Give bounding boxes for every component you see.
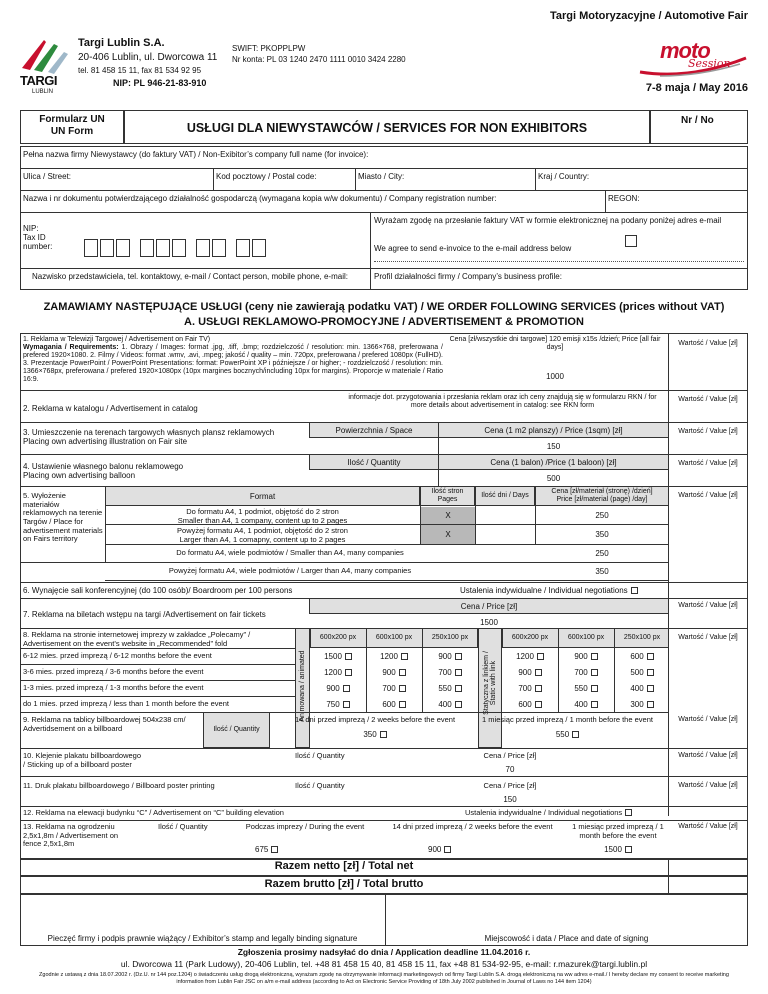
- item-8-size-600x100: 600x100 px: [375, 634, 413, 641]
- nip-label: NIP: Tax ID number:: [23, 224, 53, 252]
- item-8-size-250x100: 250x100 px: [623, 634, 661, 641]
- item-10-value[interactable]: Wartość / Value [zł]: [678, 752, 738, 759]
- item-6-description: 6. Wynajęcie sali konferencyjnej (do 100 osób)/ Boardroom per 100 persons: [23, 586, 293, 595]
- item-10-qty-label: Ilość / Quantity: [295, 751, 345, 760]
- application-deadline: Zgłoszenia prosimy nadsyłać do dnia / Application deadline 11.04.2016 r.: [237, 947, 531, 957]
- nip-digit-box[interactable]: [84, 239, 98, 257]
- item-3-area-label: Powierzchnia / Space: [335, 426, 413, 435]
- item-8-size-600x200: 600x200 px: [511, 634, 549, 641]
- item-8-size-250x100: 250x100 px: [431, 634, 469, 641]
- total-gross-label: Razem brutto [zł] / Total brutto: [264, 878, 424, 890]
- moto-session-logo: [600, 36, 750, 80]
- legal-consent: Zgodnie z ustawą z dnia 18.07.2002 r. (Dz.U. nr 144 poz.1204) o świadczeniu usług drogą elektroniczną, wyrażam zgodę na otrzymywanie informacji marketingowych od firmy Targi Lublin S.A. drogą elektroniczną na ww adres e-mail./ I hereby declare my consent to receive marketing information from Lublin Fair JSC on a/m e-mail address (according to Act on Electronic Service Providing of 18th July 2002 published in Journal of Laws no 144 item 1204): [39, 972, 729, 985]
- einvoice-consent-checkbox[interactable]: [625, 235, 637, 247]
- email-line[interactable]: [374, 261, 744, 262]
- nip-digit-box[interactable]: [172, 239, 186, 257]
- item-13-value[interactable]: Wartość / Value [zł]: [678, 823, 738, 830]
- postal-code-field[interactable]: Kod pocztowy / Postal code:: [216, 172, 317, 181]
- item-8-price[interactable]: 500: [614, 668, 670, 677]
- item-11-price: 150: [503, 795, 517, 804]
- item-8-price[interactable]: 600: [502, 700, 558, 709]
- item-6-note: Ustalenia indywidualne / Individual negotiations: [460, 586, 638, 595]
- item-9-description: 9. Reklama na tablicy billboardowej 504x238 cm/ Advertidsement on a billboard: [23, 715, 186, 733]
- registration-number-field[interactable]: Nazwa i nr dokumentu potwierdzającego działalność gospodarczą (wymagana kopia w/w dokumentu) / Company registration number:: [23, 194, 497, 203]
- item-6-checkbox[interactable]: [631, 587, 638, 594]
- item-1-price-label: Cena [zł/wszystkie dni targowe] 120 emisji x15s /dzień; Price [all fair days]: [449, 336, 661, 352]
- contact-info: ul. Dworcowa 11 (Park Ludowy), 20-406 Lublin, tel. +48 81 458 15 40, 81 458 15 11, fax +48 81 534-92-95, e-mail: r.mazurek@targi.lublin.pl: [120, 959, 648, 969]
- item-11-value[interactable]: Wartość / Value [zł]: [678, 782, 738, 789]
- item-12-checkbox[interactable]: [625, 809, 632, 816]
- item-13-term-2: 1 miesiąc przed imprezą / 1 month before the event: [572, 822, 664, 840]
- item-5-price-label: Cena [zł/materiał (stronę) /dzień] Price [zł/material (page) /day]: [551, 488, 653, 504]
- item-2-value[interactable]: Wartość / Value [zł]: [678, 396, 738, 403]
- event-dates: 7-8 maja / May 2016: [645, 82, 748, 94]
- targi-lublin-logo: [20, 38, 70, 100]
- item-5-price-1: 250: [595, 511, 609, 520]
- item-9-value[interactable]: Wartość / Value [zł]: [678, 716, 738, 723]
- item-8-price[interactable]: 700: [502, 684, 558, 693]
- regon-field[interactable]: REGON:: [608, 194, 640, 203]
- form-code: Formularz UN UN Form: [39, 114, 105, 137]
- item-9-term-1: 14 dni przed imprezą / 2 weeks before the event: [294, 715, 456, 724]
- item-8-price[interactable]: 550: [558, 684, 614, 693]
- item-10-price-label: Cena / Price [zł]: [483, 751, 537, 760]
- item-8-price[interactable]: 400: [558, 700, 614, 709]
- item-7-description: 7. Reklama na biletach wstępu na targi /Advertisement on fair tickets: [23, 610, 266, 619]
- item-8-price[interactable]: 900: [502, 668, 558, 677]
- company-nip: NIP: PL 946-21-83-910: [113, 78, 207, 88]
- item-2-info: informacje dot. przygotowania i przesłania reklam oraz ich ceny znajdują się w formularzu RKN / for more details about advertisement in catalog: see RKN form: [348, 394, 657, 410]
- item-8-price[interactable]: 700: [422, 668, 478, 677]
- company-phone: tel. 81 458 15 11, fax 81 534 92 95: [78, 66, 202, 75]
- item-7-price: 1500: [480, 618, 498, 627]
- item-13-qty-label: Ilość / Quantity: [158, 822, 208, 831]
- fair-title: Targi Motoryzacyjne / Automotive Fair: [549, 10, 748, 22]
- item-12-note: Ustalenia indywidualne / Individual negotiations: [465, 809, 632, 818]
- event-logo-subtext: Session: [688, 57, 731, 70]
- item-9-term-2: 1 miesiąc przed imprezą / 1 month before the event: [482, 715, 653, 724]
- item-8-description: 8. Reklama na stronie internetowej imprezy w zakładce „Polecamy” / Advertisement on the event’s website in „Recommended” fold: [23, 630, 251, 648]
- item-8-price[interactable]: 1200: [502, 652, 558, 661]
- item-5-x-2: X: [445, 530, 451, 539]
- nip-digit-box[interactable]: [100, 239, 114, 257]
- item-9-price-1[interactable]: 350: [270, 730, 480, 739]
- item-5-row-1: Do formatu A4, 1 podmiot, objętość do 2 stron Smaller than A4, 1 company, content up to 2 pages: [177, 507, 348, 525]
- item-8-price[interactable]: 700: [558, 668, 614, 677]
- item-1-value[interactable]: Wartość / Value [zł]: [678, 340, 738, 347]
- place-date-label: Miejscowość i data / Place and date of signing: [484, 934, 649, 943]
- event-logo-text: moto: [660, 38, 710, 63]
- item-8-price[interactable]: 600: [614, 652, 670, 661]
- item-8-row-3: 1-3 mies. przed imprezą / 1-3 months before the event: [23, 683, 204, 692]
- swift-code: SWIFT: PKOPPLPW: [232, 44, 306, 53]
- nip-digit-box[interactable]: [196, 239, 210, 257]
- company-name: Targi Lublin S.A.: [78, 37, 165, 49]
- item-4-price-label: Cena (1 balon) /Price (1 baloon) [zł]: [490, 458, 617, 467]
- item-5-row-3: Do formatu A4, wiele podmiotów / Smaller than A4, many companies: [176, 548, 404, 557]
- item-8-price[interactable]: 550: [422, 684, 478, 693]
- item-5-format-label: Format: [249, 492, 276, 501]
- item-8-price[interactable]: 1200: [366, 652, 422, 661]
- item-8-price[interactable]: 900: [310, 684, 366, 693]
- item-5-row-2: Powyżej formatu A4, 1 podmiot, objętość do 2 stron Larger than A4, 1 comapny, content up to 2 pages: [177, 526, 348, 544]
- item-13-term-0: Podczas imprezy / During the event: [245, 822, 365, 831]
- item-8-price[interactable]: 1200: [310, 668, 366, 677]
- item-7-price-label: Cena / Price [zł]: [460, 602, 518, 611]
- total-net-label: Razem netto [zł] / Total net: [274, 860, 414, 872]
- item-3-value[interactable]: Wartość / Value [zł]: [678, 428, 738, 435]
- item-9-price-2[interactable]: 550: [470, 730, 665, 739]
- item-8-price[interactable]: 1500: [310, 652, 366, 661]
- nip-digit-box[interactable]: [236, 239, 250, 257]
- item-8-static-label: Statyczna z linkiem / Static with link: [483, 651, 497, 715]
- item-8-price[interactable]: 400: [422, 700, 478, 709]
- item-8-price[interactable]: 700: [366, 684, 422, 693]
- form-number-label: Nr / No: [681, 115, 714, 126]
- item-8-price[interactable]: 900: [366, 668, 422, 677]
- nip-digit-box[interactable]: [156, 239, 170, 257]
- stamp-signature-label: Pieczęć firmy i podpis prawnie wiążący / Exhibitor’s stamp and legally binding signature: [47, 934, 358, 943]
- item-13-price-2[interactable]: 1500: [570, 845, 666, 854]
- item-4-description: 4. Ustawienie własnego balonu reklamowego Placing own advertising balloon: [23, 462, 184, 481]
- order-title: ZAMAWIAMY NASTĘPUJĄCE USŁUGI (ceny nie zawierają podatku VAT) / WE ORDER FOLLOWING SERVICES (prices without VAT): [43, 301, 725, 313]
- item-2-description: 2. Reklama w katalogu / Advertisement in catalog: [23, 404, 198, 413]
- item-8-price[interactable]: 900: [422, 652, 478, 661]
- item-8-value[interactable]: Wartość / Value [zł]: [678, 634, 738, 641]
- item-5-description: 5. Wyłożenie materiałów reklamowych na terenie Targów / Place for advertisement materials on Fairs territory: [23, 491, 103, 544]
- item-4-price: 500: [546, 474, 561, 483]
- item-5-price-3: 250: [595, 549, 609, 558]
- item-3-price: 150: [546, 442, 561, 451]
- nip-digit-box[interactable]: [140, 239, 154, 257]
- total-gross-value[interactable]: [669, 877, 747, 893]
- item-1-price: 1000: [546, 372, 564, 381]
- section-title: A. USŁUGI REKLAMOWO-PROMOCYJNE / ADVERTISEMENT & PROMOTION: [184, 316, 584, 328]
- item-11-price-label: Cena / Price [zł]: [483, 781, 537, 790]
- nip-digit-box[interactable]: [252, 239, 266, 257]
- item-3-description: 3. Umieszczenie na terenach targowych własnych plansz reklamowych Placing own advertising illustration on Fair site: [23, 428, 275, 447]
- item-1-description: 1. Reklama w Telewizji Targowej / Advertisement on Fair TV) Wymagania / Requirements: 1. Obrazy / Images: format .jpg, .tiff, .bmp; rozdzielczość / resolution: min. 1366×768, preferowana / prefered 1920×1080. 2. Filmy / Videos: format .wmv, .avi, .mpeg; jakość / quality – min. 720px, preferowana / prefered 1080px (FullHD). 3. Prezentacje PowerPoint / PowerPoint Presentations: format: PowerPoint XP i późniejsze / or higher; - rozdzielczość / resolution: min. 1366×768px, preferowana / prefered 1920×1080px (10px margines bocznych/including 10px for margins). Proporcje w materiale / Ratio 16:9.: [23, 336, 443, 384]
- item-5-days-label: Ilość dni / Days: [481, 492, 529, 499]
- form-number-box[interactable]: [650, 110, 748, 144]
- item-8-size-600x200: 600x200 px: [319, 634, 357, 641]
- item-8-row-4: do 1 mies. przed imprezą / less than 1 month before the event: [23, 699, 229, 708]
- nip-digit-box[interactable]: [116, 239, 130, 257]
- item-8-price[interactable]: 300: [614, 700, 670, 709]
- street-field[interactable]: Ulica / Street:: [23, 172, 72, 181]
- item-5-row-4: Powyżej formatu A4, wiele podmiotów / Larger than A4, many companies: [168, 566, 412, 575]
- einvoice-consent-pl: Wyrażam zgodę na przesłanie faktury VAT w formie elektronicznej na podany poniżej adres e-mail: [374, 216, 722, 225]
- business-profile-field[interactable]: Profil działalności firmy / Company’s business profile:: [374, 272, 562, 281]
- item-8-price[interactable]: 600: [366, 700, 422, 709]
- city-field[interactable]: Miasto / City:: [358, 172, 405, 181]
- item-10-price: 70: [505, 765, 515, 774]
- item-4-value[interactable]: Wartość / Value [zł]: [678, 460, 738, 467]
- contact-person-field[interactable]: Nazwisko przedstawiciela, tel. kontaktowy, e-mail / Contact person, mobile phone, e-mail:: [32, 272, 348, 281]
- total-net-value[interactable]: [669, 859, 747, 875]
- item-5-x-1: X: [445, 511, 451, 520]
- item-5-value[interactable]: Wartość / Value [zł]: [678, 492, 738, 499]
- item-3-price-label: Cena (1 m2 planszy) / Price (1sqm) [zł]: [484, 426, 623, 435]
- item-7-value[interactable]: Wartość / Value [zł]: [678, 602, 738, 609]
- item-13-description: 13. Reklama na ogrodzeniu 2,5x1,8m / Advertisement on fence 2,5x1,8m: [23, 822, 119, 849]
- item-13-price-0[interactable]: 675: [255, 845, 278, 854]
- item-8-price[interactable]: 900: [558, 652, 614, 661]
- item-10-description: 10. Klejenie plakatu billboardowego / Sticking up of a billboard poster: [23, 751, 142, 769]
- item-8-price[interactable]: 400: [614, 684, 670, 693]
- item-8-price[interactable]: 750: [310, 700, 366, 709]
- stamp-signature-field[interactable]: [21, 895, 384, 931]
- item-8-animated-label: Animowana / animated: [298, 650, 306, 722]
- item-5-pages-label: Ilość stron Pages: [431, 488, 464, 504]
- item-11-description: 11. Druk plakatu billboardowego / Billboard poster printing: [23, 781, 215, 790]
- item-4-qty-label: Ilość / Quantity: [347, 458, 401, 467]
- bank-account: Nr konta: PL 03 1240 2470 1111 0010 3424 2280: [232, 55, 406, 64]
- item-13-price-1[interactable]: 900: [428, 845, 451, 854]
- nip-digit-box[interactable]: [212, 239, 226, 257]
- item-13-term-1: 14 dni przed imprezą / 2 weeks before the event: [392, 822, 553, 831]
- place-date-field[interactable]: [386, 895, 747, 931]
- company-address: 20-406 Lublin, ul. Dworcowa 11: [78, 52, 218, 63]
- country-field[interactable]: Kraj / Country:: [538, 172, 590, 181]
- form-code-box: [20, 110, 124, 144]
- logo-text: TARGI: [20, 73, 57, 89]
- logo-subtext: LUBLIN: [32, 89, 54, 96]
- item-5-price-2: 350: [595, 530, 609, 539]
- item-12-description: 12. Reklama na elewacji budynku “C” / Advertisement on “C” building elevation: [23, 808, 284, 817]
- item-8-size-600x100: 600x100 px: [567, 634, 605, 641]
- item-8-row-2: 3-6 mies. przed imprezą / 3-6 months before the event: [23, 667, 204, 676]
- form-title: USŁUGI DLA NIEWYSTAWCÓW / SERVICES FOR NON EXHIBITORS: [186, 121, 588, 135]
- item-11-qty-label: Ilość / Quantity: [295, 781, 345, 790]
- company-name-field[interactable]: Pełna nazwa firmy Niewystawcy (do faktury VAT) / Non-Exibitor’s company full name (for invoice):: [23, 150, 369, 159]
- form-title-box: [124, 110, 650, 144]
- item-5-price-4: 350: [595, 567, 609, 576]
- einvoice-consent-en: We agree to send e-invoice to the e-mail address below: [374, 244, 572, 253]
- item-9-qty-label: Ilość / Quantity: [213, 726, 260, 733]
- item-8-row-1: 6-12 mies. przed imprezą / 6-12 months before the event: [23, 651, 212, 660]
